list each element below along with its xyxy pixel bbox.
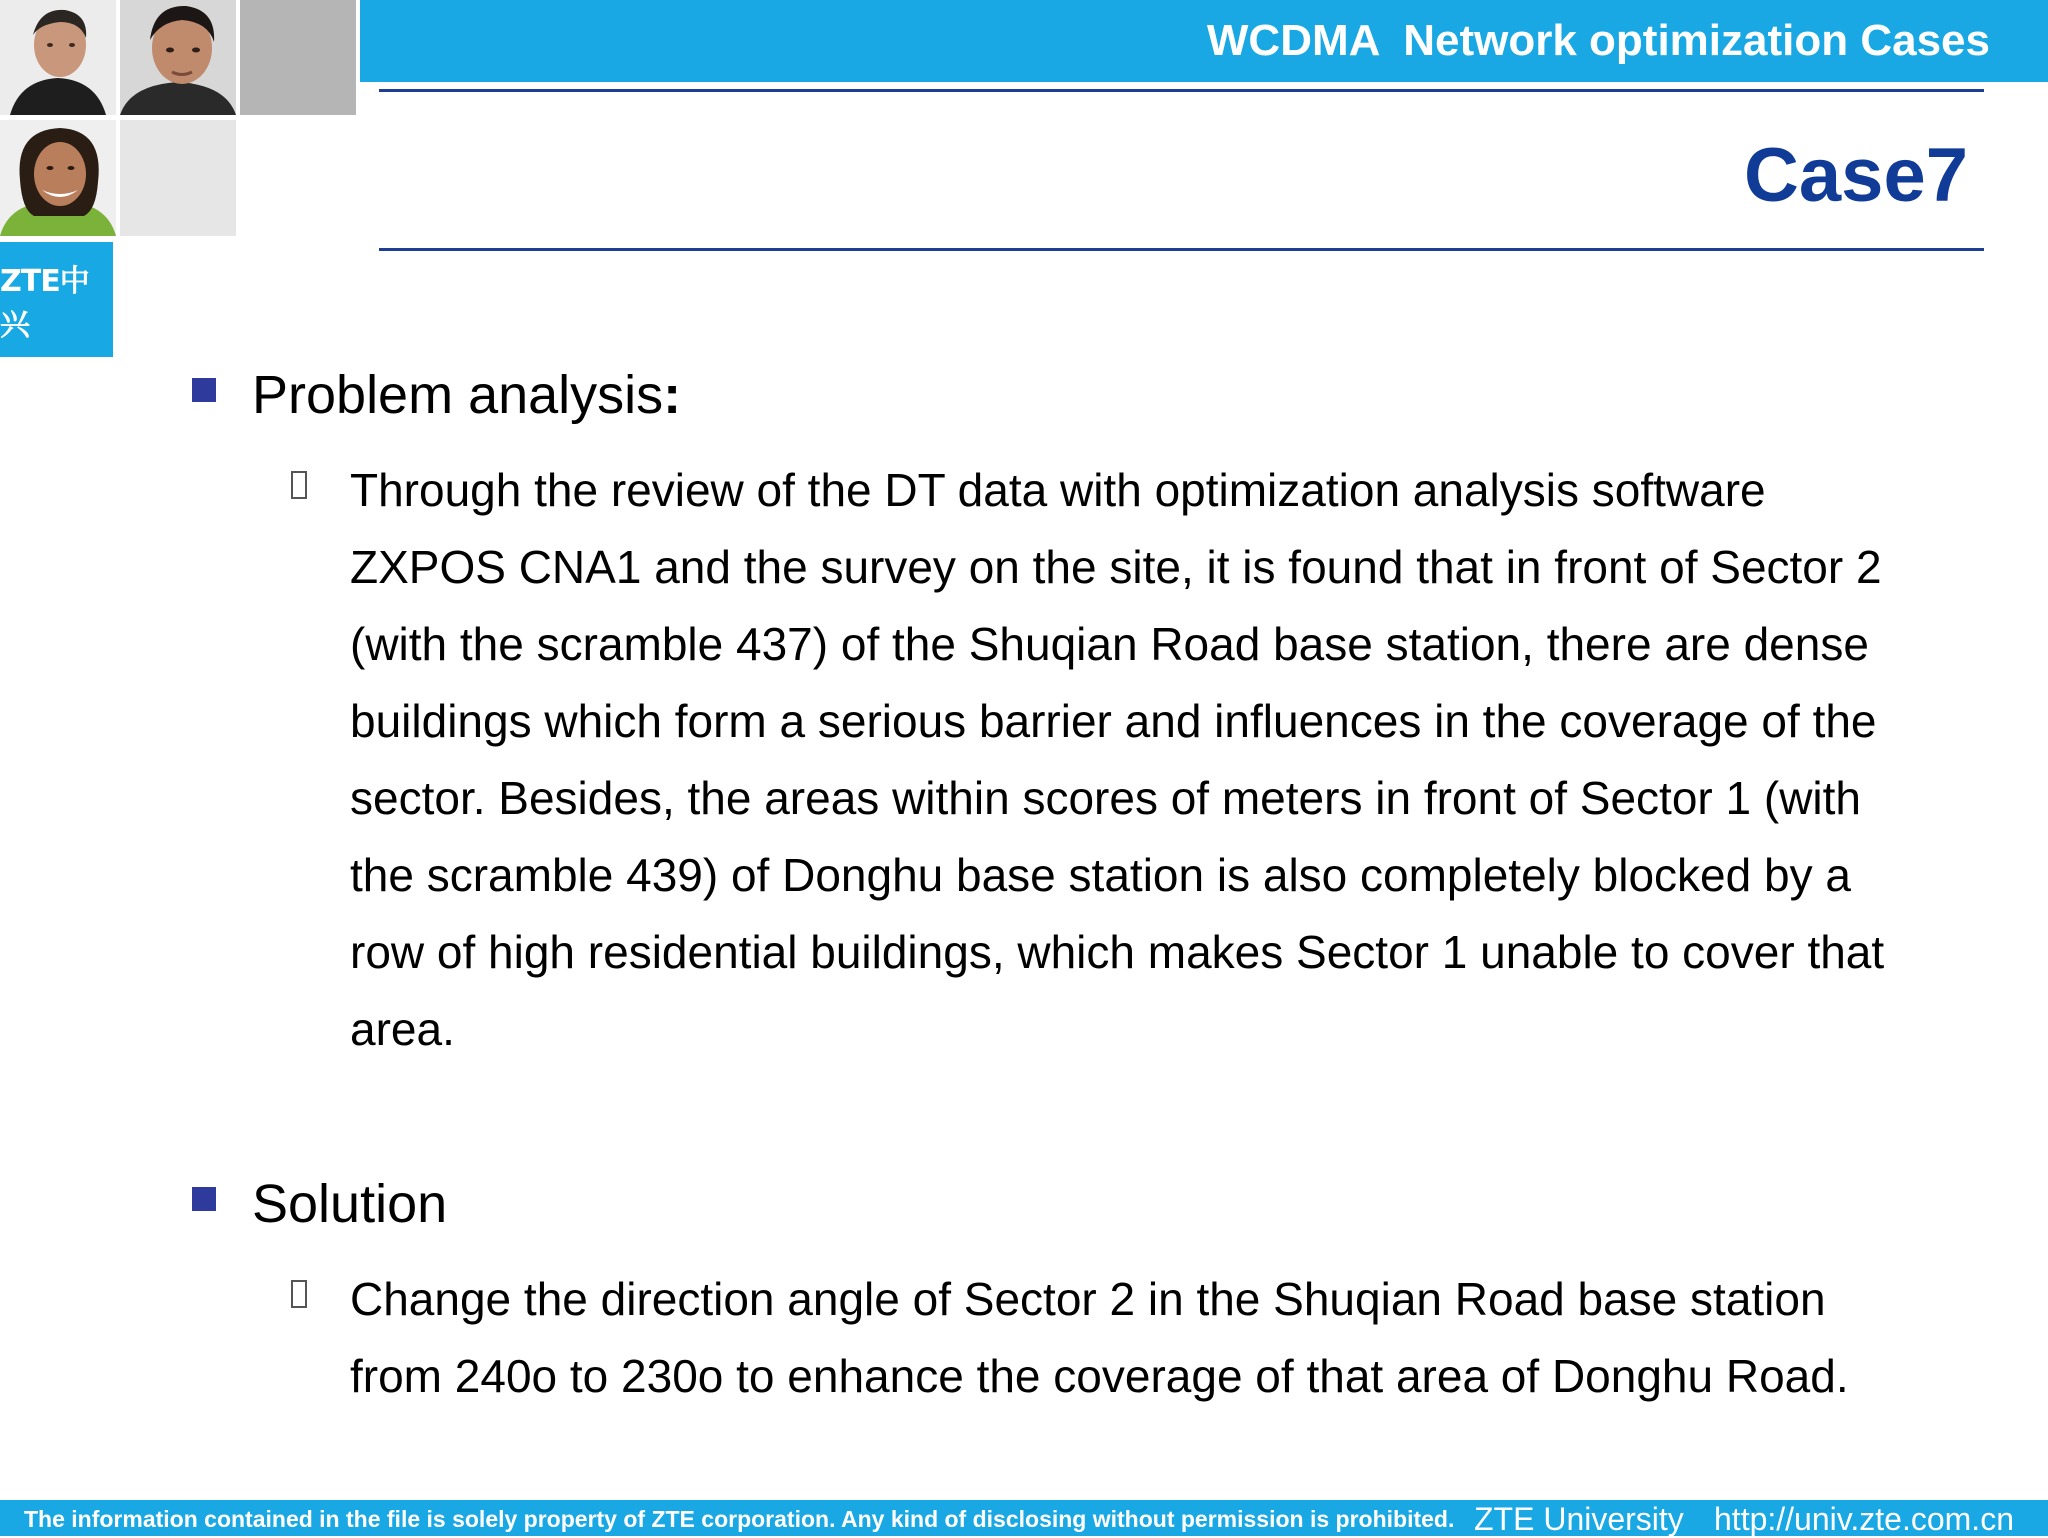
gray-tile bbox=[240, 0, 356, 115]
photo-woman bbox=[0, 120, 116, 236]
light-gray-tile bbox=[120, 120, 236, 236]
footer-bar bbox=[0, 1500, 2048, 1536]
section-heading-suffix: : bbox=[663, 365, 682, 425]
section-paragraph: Through the review of the DT data with optimization analysis software ZXPOS CNA1 and the survey on the site, it is found that in front of Sector 2 (with the scramble 437) of the Shuqian Road base station, there are dense buildings which form a serious barrier and influences in the coverage of the sector. Besides, the areas within scores of meters in front of Sector 1 (with the scramble 439) of Donghu base station is also completely blocked by a row of high residential buildings, which makes Sector 1 unable to cover that area. bbox=[350, 464, 1885, 1055]
footer-university: ZTE University bbox=[1474, 1501, 1684, 1537]
missing-glyph-bullet-icon bbox=[291, 471, 307, 499]
zte-logo bbox=[0, 242, 113, 357]
square-bullet-icon bbox=[192, 1187, 216, 1211]
page-title: Case7 bbox=[1744, 133, 1968, 218]
missing-glyph-bullet-icon bbox=[291, 1280, 307, 1308]
top-divider bbox=[379, 89, 1984, 92]
photo-man-2 bbox=[120, 0, 236, 115]
section-paragraph: Change the direction angle of Sector 2 in the Shuqian Road base station from 240o to 230o to enhance the coverage of that area of Donghu Road. bbox=[350, 1273, 1849, 1402]
footer-notice: The information contained in the file is solely property of ZTE corporation. Any kind of disclosing without permission is prohibited. bbox=[24, 1506, 1455, 1532]
section-heading-text: Solution bbox=[252, 1174, 448, 1234]
section-heading bbox=[252, 364, 681, 426]
section-heading bbox=[252, 1173, 447, 1235]
section-heading-text: Problem analysis bbox=[252, 365, 664, 425]
header-title: WCDMA Network optimization Cases bbox=[1206, 16, 1990, 65]
zte-logo-text: ZTE中兴 bbox=[0, 263, 89, 343]
footer-url-link[interactable]: http://univ.zte.com.cn bbox=[1714, 1501, 2014, 1537]
square-bullet-icon bbox=[192, 378, 216, 402]
header-bar bbox=[360, 0, 2048, 82]
title-divider bbox=[379, 248, 1984, 251]
photo-man-1 bbox=[0, 0, 116, 115]
